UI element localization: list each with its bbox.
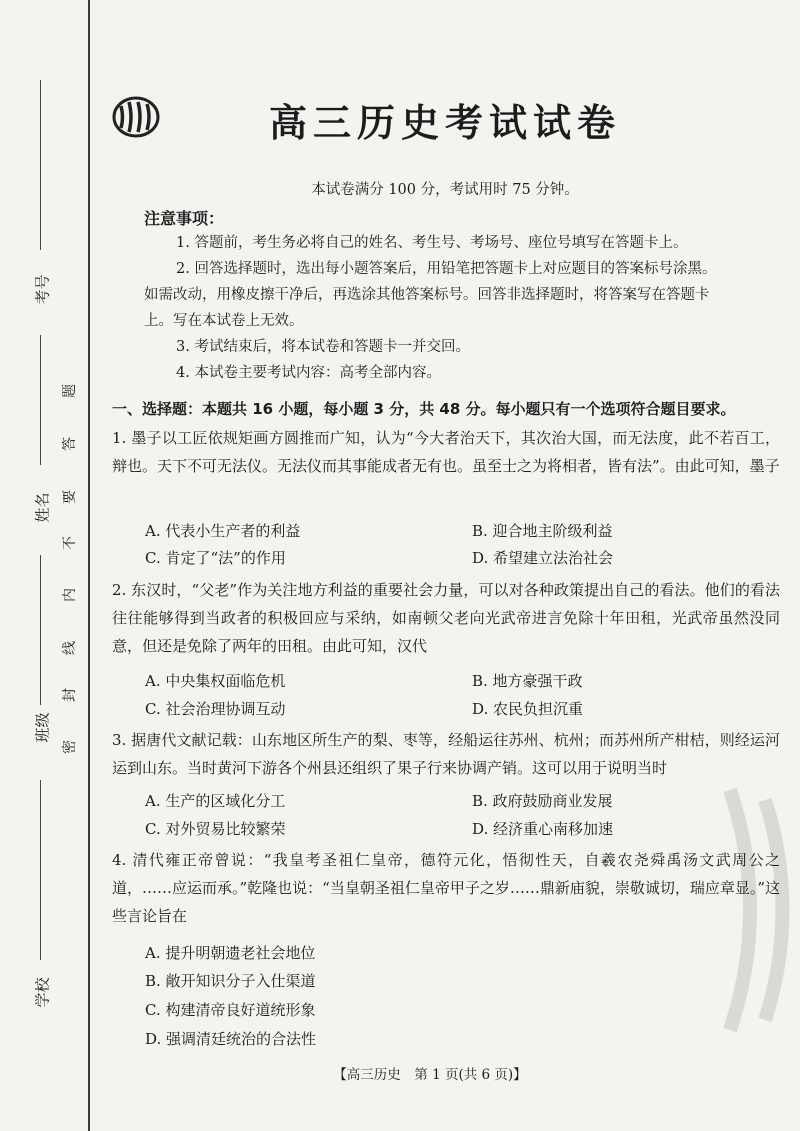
- seal-char: 不: [62, 536, 78, 550]
- note-item: 4. 本试卷主要考试内容：高考全部内容。: [176, 365, 441, 381]
- seal-char: 密: [62, 740, 78, 754]
- option-a: A. 中央集权面临危机: [145, 672, 286, 690]
- question-stem: 1. 墨子以工匠依规矩画方圆推而广知，认为“今大者治天下，其次治大国，而无法度，此不若百工，辩也。天下不可无法仪。无法仪而其事能成者无有也。虽至士之为将相者，皆有法”。由此可知，墨子: [112, 429, 780, 475]
- seal-char: 题: [62, 384, 78, 398]
- exam-no-label: 考号: [33, 274, 52, 305]
- note-item: 3. 考试结束后，将本试卷和答题卡一并交回。: [176, 339, 470, 355]
- name-underline: [40, 335, 41, 465]
- option-a: A. 提升明朝遗老社会地位: [145, 944, 316, 962]
- name-label: 姓名: [33, 492, 52, 523]
- section-heading: 一、选择题：本题共 16 小题，每小题 3 分，共 48 分。每小题只有一个选项符合题目要求。: [112, 400, 736, 418]
- option-c: C. 社会治理协调互动: [145, 700, 286, 718]
- class-underline: [40, 555, 41, 705]
- question-stem: 3. 据唐代文献记载：山东地区所生产的梨、枣等，经船运往苏州、杭州；而苏州所产柑桔，则经运河运到山东。当时黄河下游各个州县还组织了果子行来协调产销。这可以用于说明当时: [112, 731, 780, 777]
- seal-char: 封: [62, 688, 78, 702]
- option-a: A. 代表小生产者的利益: [145, 522, 301, 540]
- option-d: D. 经济重心南移加速: [472, 820, 614, 838]
- question-stem: 2. 东汉时，“父老”作为关注地方利益的重要社会力量，可以对各种政策提出自己的看法。他们的看法往往能够得到当政者的积极回应与采纳，如南顿父老向光武帝进言免除十年田租，光武帝虽然没同意，但还是免除了两年的田租。由此可知，汉代: [112, 581, 780, 655]
- option-a: A. 生产的区域化分工: [145, 792, 286, 810]
- class-label: 班级: [33, 712, 52, 743]
- binding-line: [88, 0, 90, 1131]
- option-d: D. 希望建立法治社会: [472, 549, 614, 567]
- option-b: B. 迎合地主阶级利益: [472, 522, 613, 540]
- exam-subtitle: 本试卷满分 100 分，考试用时 75 分钟。: [311, 182, 579, 198]
- school-underline: [40, 780, 41, 960]
- note-item: 1. 答题前，考生务必将自己的姓名、考生号、考场号、座位号填写在答题卡上。: [176, 235, 688, 251]
- option-c: C. 肯定了“法”的作用: [145, 549, 286, 567]
- option-b: B. 地方豪强干政: [472, 672, 583, 690]
- option-d: D. 农民负担沉重: [472, 700, 584, 718]
- option-b: B. 敞开知识分子入仕渠道: [145, 972, 316, 990]
- option-b: B. 政府鼓励商业发展: [472, 792, 613, 810]
- notes-title: 注意事项：: [144, 209, 225, 228]
- seal-char: 内: [62, 588, 78, 602]
- watermark-icon: [710, 780, 800, 1040]
- option-d: D. 强调清廷统治的合法性: [145, 1030, 317, 1048]
- exam-title: 高三历史考试试卷: [268, 101, 621, 145]
- page-footer: 【高三历史 第 1 页(共 6 页)】: [333, 1067, 527, 1083]
- seal-char: 答: [62, 437, 78, 451]
- seal-char: 要: [62, 490, 78, 504]
- note-item: 2. 回答选择题时，选出每小题答案后，用铅笔把答题卡上对应题目的答案标号涂黑。如需改动，用橡皮擦干净后，再选涂其他答案标号。回答非选择题时，将答案写在答题卡上。写在本试卷上无效。: [144, 261, 717, 329]
- seal-char: 线: [62, 641, 78, 655]
- option-c: C. 对外贸易比较繁荣: [145, 820, 286, 838]
- school-label: 学校: [33, 977, 52, 1008]
- option-c: C. 构建清帝良好道统形象: [145, 1001, 316, 1019]
- question-stem: 4. 清代雍正帝曾说：“我皇考圣祖仁皇帝，德符元化，悟彻性天，自羲农尧舜禹汤文武周公之道，……应运而承。”乾隆也说：“当皇朝圣祖仁皇帝甲子之岁……鼎新庙貌，崇敬诚切，瑞应章显。”这些言论旨在: [112, 851, 781, 925]
